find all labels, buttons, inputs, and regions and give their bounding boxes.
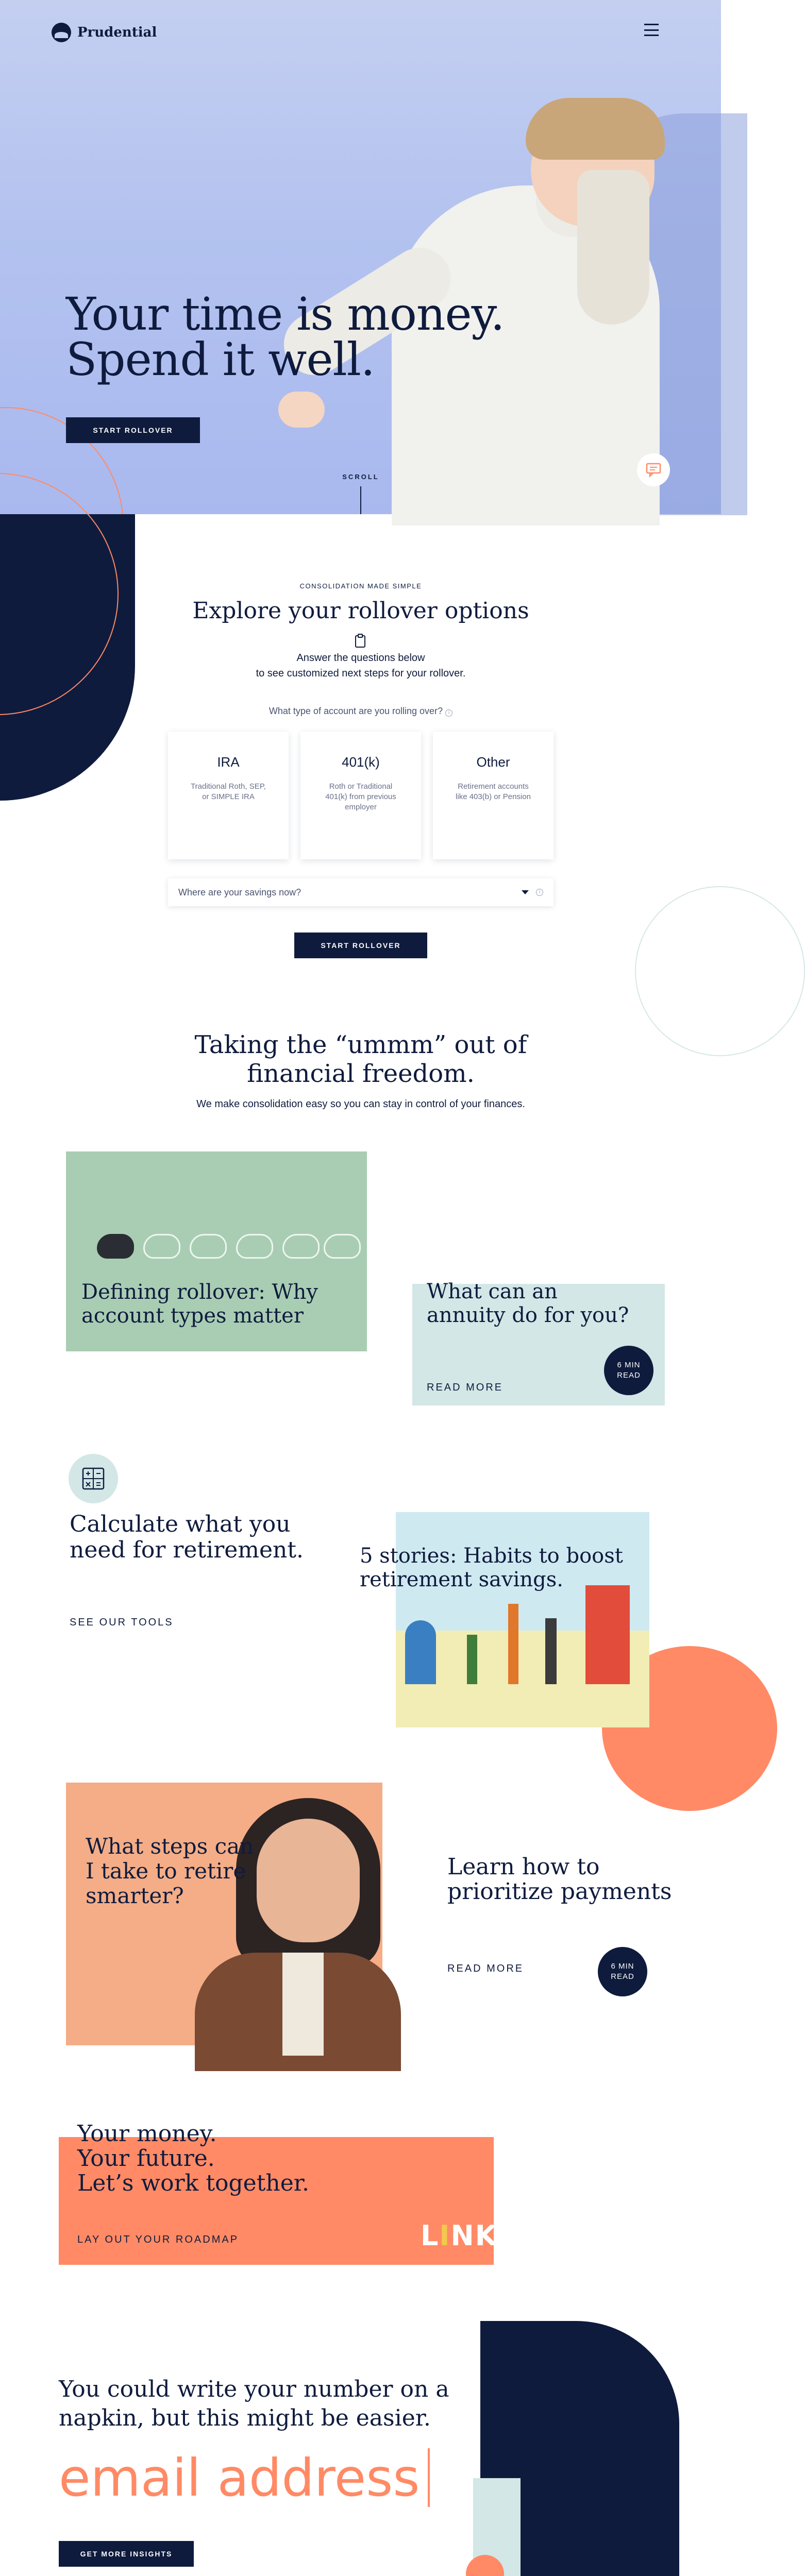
piggy-outline-icon [324, 1234, 361, 1259]
start-rollover-button[interactable]: START ROLLOVER [66, 417, 200, 443]
read-time-badge [598, 1947, 647, 1996]
insights-title-line1: You could write your number on a [59, 2376, 449, 2402]
account-option-desc: Roth or Traditional 401(k) from previous employer [325, 782, 396, 811]
chat-icon [646, 463, 661, 477]
stories-card[interactable] [360, 1512, 649, 1727]
prioritize-read-more[interactable]: READ MORE [447, 1963, 524, 1974]
freedom-title [155, 1030, 567, 1088]
account-option-ira[interactable] [168, 732, 289, 859]
blue-cylinder [405, 1620, 436, 1684]
account-option-title: Other [476, 754, 510, 770]
piggy-outline-icon [236, 1234, 273, 1259]
see-our-tools-link[interactable]: SEE OUR TOOLS [70, 1617, 174, 1628]
prioritize-payments-title: Learn how to prioritize payments [447, 1854, 672, 1905]
chat-button[interactable] [637, 453, 670, 486]
prudential-rock-icon [52, 23, 71, 42]
account-option-title: IRA [217, 754, 240, 770]
savings-select-placeholder: Where are your savings now? [178, 887, 301, 897]
red-bar [585, 1585, 630, 1684]
annuity-title: What can an annuity do for you? [427, 1280, 629, 1327]
annuity-card[interactable] [412, 1280, 665, 1405]
roadmap-title [77, 2122, 366, 2196]
rollover-subtitle-line2: to see customized next steps for your rollover. [256, 668, 466, 679]
account-type-question [206, 706, 515, 717]
navy-quarter-shape [0, 514, 135, 801]
hero-person-beard [577, 170, 649, 325]
piggy-outline-icon [282, 1234, 320, 1259]
insights-title [59, 2375, 471, 2433]
hero-section [0, 0, 721, 514]
info-icon[interactable]: i [445, 709, 452, 717]
rollover-subtitle-line1: Answer the questions below [296, 652, 425, 664]
dark-bar [545, 1618, 557, 1684]
chevron-down-icon [522, 890, 529, 894]
piggy-bank-icon [97, 1234, 134, 1259]
read-time-minutes: 6 MIN [617, 1361, 641, 1369]
stories-title: 5 stories: Habits to boost retirement savings. [360, 1544, 623, 1591]
get-more-insights-button[interactable]: GET MORE INSIGHTS [59, 2541, 194, 2567]
green-bar [467, 1635, 477, 1684]
account-type-question-text: What type of account are you rolling over? [269, 706, 443, 716]
scroll-label: SCROLL [342, 473, 379, 481]
info-icon[interactable]: i [536, 889, 543, 896]
insights-title-line2: napkin, but this might be easier. [59, 2405, 431, 2431]
roadmap-title-line3: Let’s work together. [77, 2170, 309, 2196]
account-option-desc: Traditional Roth, SEP, or SIMPLE IRA [191, 782, 266, 801]
roadmap-card[interactable] [59, 2121, 498, 2265]
decorative-ring [635, 886, 805, 1056]
read-time-badge [604, 1346, 653, 1395]
rollover-title: Explore your rollover options [192, 598, 529, 624]
freedom-title-line2: financial freedom. [247, 1059, 475, 1088]
scroll-line [360, 486, 361, 514]
read-time-label: READ [611, 1972, 634, 1981]
roadmap-title-line1: Your money. [77, 2121, 217, 2147]
defining-rollover-card[interactable] [66, 1151, 367, 1351]
read-time-minutes: 6 MIN [611, 1962, 634, 1971]
hero-headline [66, 287, 530, 386]
clipboard-icon [354, 634, 366, 648]
freedom-subtitle: We make consolidation easy so you can stay in control of your finances. [196, 1098, 525, 1110]
hero-headline-line1: Your time is money. [66, 287, 505, 341]
defining-rollover-title: Defining rollover: Why account types matter [81, 1280, 318, 1328]
calculator-icon [69, 1454, 118, 1503]
link-logo: LINK [421, 2219, 498, 2252]
hero-person-hand [278, 392, 325, 428]
rollover-eyebrow: CONSOLIDATION MADE SIMPLE [299, 582, 422, 590]
savings-location-select[interactable] [168, 878, 554, 906]
account-option-title: 401(k) [342, 754, 380, 770]
account-option-desc: Retirement accounts like 403(b) or Pension [456, 782, 531, 801]
account-option-401k[interactable] [300, 732, 421, 859]
annuity-read-more[interactable]: READ MORE [427, 1382, 504, 1393]
start-rollover-button-2[interactable]: START ROLLOVER [294, 933, 427, 958]
orange-bar [508, 1604, 518, 1684]
roadmap-title-line2: Your future. [77, 2145, 215, 2172]
piggy-outline-icon [190, 1234, 227, 1259]
account-option-other[interactable] [433, 732, 554, 859]
hero-headline-line2: Spend it well. [66, 333, 375, 386]
rollover-subtitle [206, 650, 515, 681]
read-time-label: READ [617, 1371, 641, 1380]
portrait-face [257, 1819, 360, 1942]
retire-smarter-title: What steps can I take to retire smarter? [86, 1834, 254, 1908]
roadmap-link[interactable]: LAY OUT YOUR ROADMAP [77, 2234, 239, 2245]
email-input[interactable] [59, 2448, 430, 2507]
hamburger-menu-icon[interactable] [644, 24, 659, 36]
calculate-title: Calculate what you need for retirement. [70, 1511, 304, 1563]
brand-name: Prudential [77, 25, 157, 40]
prudential-logo[interactable] [52, 23, 157, 42]
retire-smarter-card[interactable] [66, 1783, 382, 2045]
freedom-title-line1: Taking the “ummm” out of [194, 1030, 527, 1059]
piggy-outline-icon [143, 1234, 180, 1259]
hero-person-hair [526, 98, 665, 160]
portrait-shirt [282, 1953, 324, 2056]
